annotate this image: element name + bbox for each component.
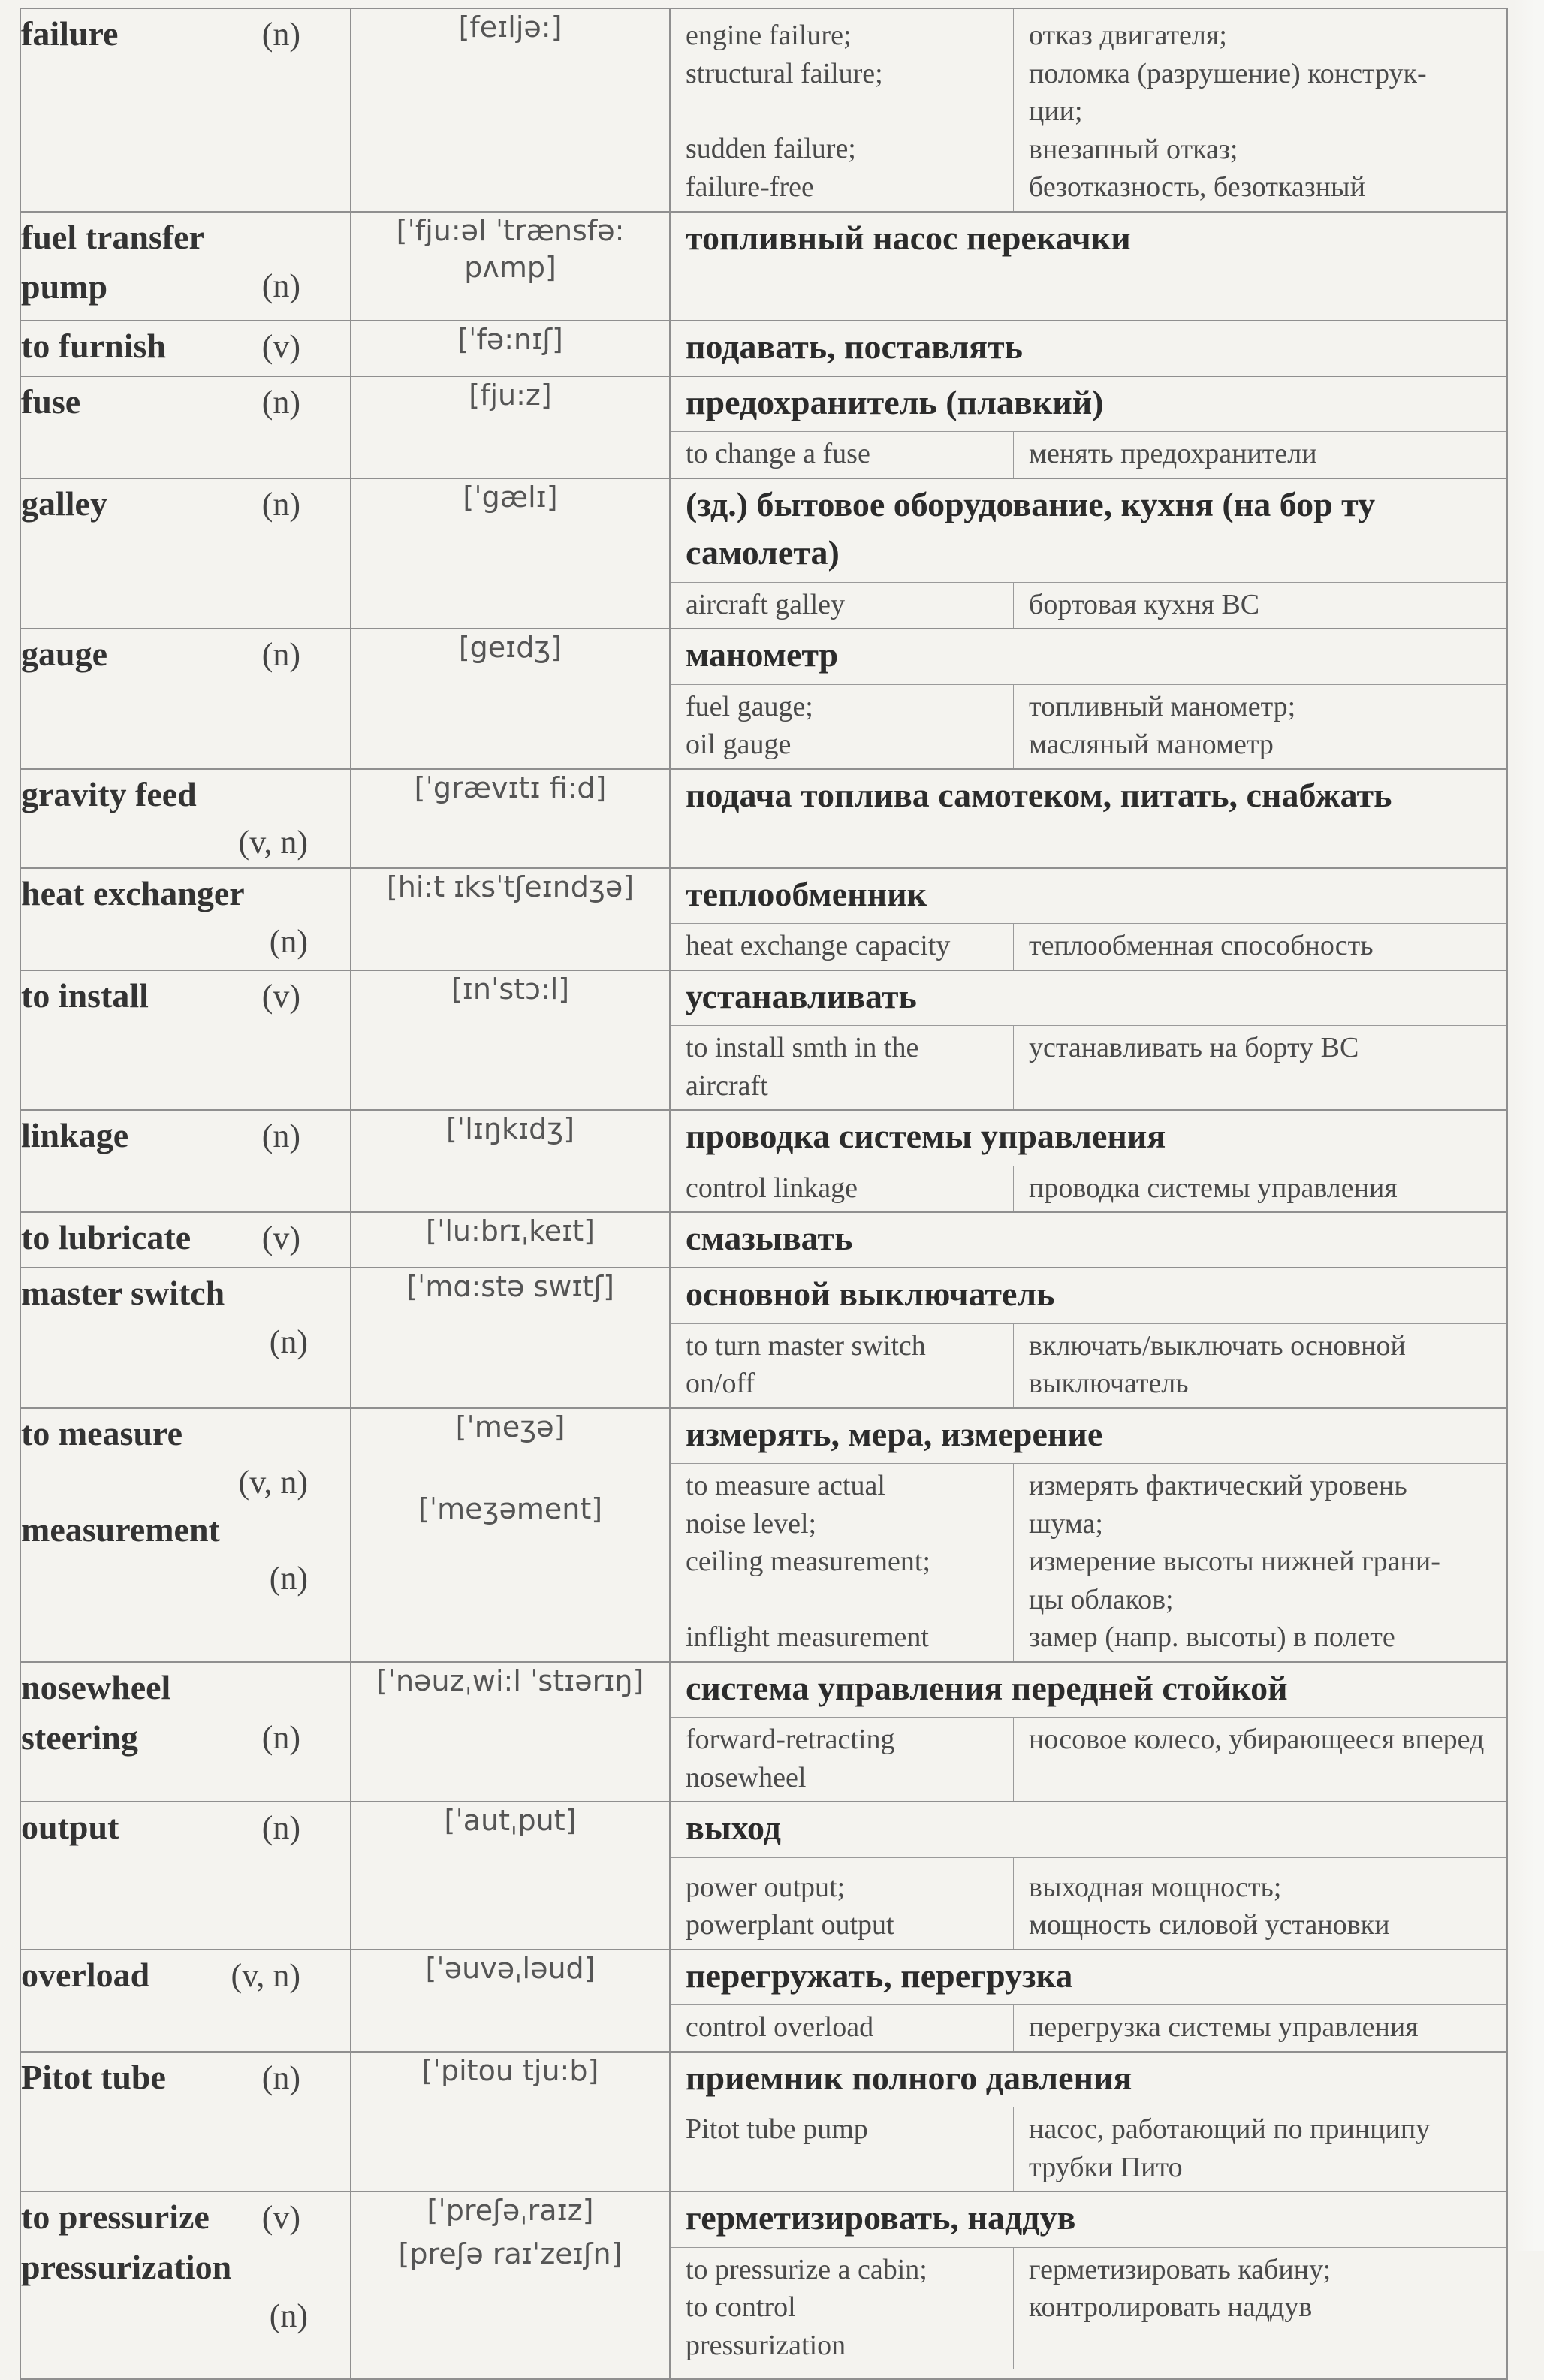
term-word: to measure: [21, 1413, 183, 1452]
usage-example: Pitot tube pump: [671, 2107, 1014, 2191]
transcription-text: [ˈəuvəˌləud]: [425, 1951, 596, 1985]
transcription: [351, 970, 670, 1110]
usage-row: [671, 1026, 1506, 1109]
table-row: [20, 1408, 1507, 1662]
translation-line: поломка (разрушение) конструк-: [1029, 57, 1427, 89]
term-cell: [20, 1212, 351, 1268]
main-translation: теплообменник: [671, 869, 1506, 924]
translation-line: топливный манометр;: [1029, 690, 1296, 722]
usage-translation: бортовая кухня ВС: [1029, 588, 1260, 620]
usage-translation: менять предохранители: [1029, 438, 1317, 470]
usage-translation: [1014, 1324, 1506, 1407]
meaning-cell: [670, 478, 1507, 629]
usage-translation: [1014, 9, 1506, 211]
meaning-cell: [670, 2191, 1507, 2379]
meaning-cell: [670, 1408, 1507, 1662]
term-word: nosewheel: [21, 1667, 171, 1706]
transcription: [351, 1408, 670, 1662]
usage-example: aircraft galley: [671, 583, 1014, 629]
translation-line: включать/выключать основной: [1029, 1329, 1406, 1362]
usage-translation: [1014, 685, 1506, 768]
term-word: to install: [21, 976, 149, 1015]
main-translation: измерять, мера, измерение: [671, 1409, 1506, 1464]
main-translation: проводка системы управления: [671, 1111, 1506, 1166]
usage-example: [671, 1026, 1014, 1109]
meaning-cell: [670, 1662, 1507, 1802]
term-word: galley: [21, 484, 107, 523]
term-cell: [20, 1802, 351, 1949]
meaning-cell: [670, 321, 1507, 376]
translation-line: безотказность, безотказный: [1029, 171, 1365, 204]
vocabulary-table: [20, 8, 1508, 2380]
transcription-text: [ˈnəuzˌwi:l ˈstɪərɪŋ]: [376, 1664, 644, 1697]
transcription: [351, 376, 670, 478]
usage-line: to pressurize a cabin;: [686, 2253, 927, 2285]
table-row: [20, 212, 1507, 321]
usage-example: [671, 1718, 1014, 1801]
transcription: [351, 1110, 670, 1212]
term-word: to lubricate: [21, 1218, 191, 1257]
transcription-text: [hi:t ɪksˈtʃeɪndʒə]: [386, 870, 635, 903]
part-of-speech: (v): [261, 977, 300, 1015]
usage-line: to measure actual: [686, 1470, 885, 1502]
usage-row: [671, 1858, 1506, 1949]
transcription: [351, 2191, 670, 2379]
term-word: master switch: [21, 1274, 225, 1313]
term-word: fuse: [21, 382, 81, 421]
usage-line: pressurization: [686, 2329, 846, 2361]
main-translation: (зд.) бытовое оборудование, кухня (на бор ту самолета): [671, 479, 1506, 583]
term-word: heat exchanger: [21, 873, 245, 912]
usage-line: nosewheel: [686, 1761, 807, 1793]
term-cell: [20, 970, 351, 1110]
transcription-text: [ˈlu:brɪˌkeɪt]: [426, 1214, 595, 1248]
transcription: [351, 629, 670, 768]
term-word: failure: [21, 14, 119, 53]
transcription-text: [ˈpreʃəˌraɪz]: [427, 2194, 594, 2228]
term-cell: [20, 376, 351, 478]
part-of-speech: (n): [269, 923, 308, 961]
meaning-cell: [670, 1212, 1507, 1268]
transcription-text: [ˈlɪŋkɪdʒ]: [445, 1112, 575, 1146]
transcription: [351, 212, 670, 321]
usage-example: [671, 1464, 1014, 1661]
usage-example: to change a fuse: [671, 432, 1014, 478]
part-of-speech: (v, n): [231, 1956, 300, 1994]
usage-translation: проводка системы управления: [1029, 1172, 1398, 1204]
usage-translation: устанавливать на борту ВС: [1029, 1032, 1359, 1064]
part-of-speech: (n): [261, 267, 300, 304]
transcription-text: [ˈmeʒə]: [455, 1410, 565, 1443]
part-of-speech: (n): [261, 2059, 300, 2096]
term-cell: [20, 2191, 351, 2379]
translation-line: измерение высоты нижней грани-: [1029, 1546, 1440, 1578]
usage-line: to turn master switch: [686, 1329, 926, 1362]
translation-line: отказ двигателя;: [1029, 20, 1227, 51]
term-word: overload: [21, 1955, 150, 1994]
term-cell: [20, 478, 351, 629]
usage-line: failure-free: [686, 170, 814, 203]
term-word: to pressurize: [21, 2198, 210, 2237]
usage-line: noise level;: [686, 1507, 817, 1540]
part-of-speech: (v): [261, 327, 300, 365]
usage-row: [671, 9, 1506, 211]
usage-row: [671, 432, 1506, 478]
term-cell: [20, 1110, 351, 1212]
meaning-cell: [670, 212, 1507, 321]
translation-line: внезапный отказ;: [1029, 133, 1238, 165]
main-translation: смазывать: [686, 1219, 853, 1258]
main-translation: подача топлива самотеком, питать, снабжать: [686, 775, 1392, 814]
meaning-cell: [670, 376, 1507, 478]
translation-line: масляный манометр: [1029, 728, 1274, 761]
transcription-text-derived: [preʃə raɪˈzeɪʃn]: [398, 2237, 623, 2270]
usage-row: [671, 924, 1506, 970]
transcription-text: [ˈfju:əl ˈtrænsfə: pʌmp]: [396, 213, 625, 285]
table-row: [20, 1802, 1507, 1949]
part-of-speech: (v): [261, 1220, 300, 1257]
usage-example: [671, 9, 1014, 211]
meaning-cell: [670, 8, 1507, 212]
transcription: [351, 1212, 670, 1268]
term-word-cont: steering: [21, 1718, 138, 1757]
transcription: [351, 1662, 670, 1802]
usage-line: powerplant output: [686, 1909, 894, 1941]
usage-translation: [1014, 1858, 1506, 1949]
meaning-cell: [670, 970, 1507, 1110]
usage-example: [671, 685, 1014, 768]
transcription: [351, 868, 670, 970]
term-cell: [20, 321, 351, 376]
translation-line: ции;: [1029, 95, 1083, 128]
translation-line: герметизировать кабину;: [1029, 2253, 1331, 2285]
term-cell: [20, 1950, 351, 2052]
main-translation: герметизировать, наддув: [671, 2192, 1506, 2247]
term-cell: [20, 8, 351, 212]
main-translation: манометр: [671, 629, 1506, 684]
transcription-text: [ˈgrævɪtɪ fi:d]: [414, 771, 607, 804]
translation-line: контролировать наддув: [1029, 2291, 1313, 2324]
usage-line: to install smth in the: [686, 1032, 919, 1064]
main-translation: подавать, поставлять: [686, 327, 1023, 366]
usage-line: on/off: [686, 1368, 755, 1400]
meaning-cell: [670, 1950, 1507, 2052]
term-word-derived: pressurization: [21, 2247, 232, 2286]
usage-translation: [1014, 2248, 1506, 2369]
transcription: [351, 8, 670, 212]
usage-row: [671, 1166, 1506, 1212]
meaning-cell: [670, 868, 1507, 970]
usage-row: [671, 1324, 1506, 1407]
part-of-speech: (n): [261, 1118, 300, 1155]
transcription-text-derived: [ˈmeʒəment]: [418, 1492, 603, 1526]
part-of-speech: (n): [261, 636, 300, 674]
term-word-derived: measurement: [21, 1510, 220, 1549]
meaning-cell: [670, 2052, 1507, 2191]
transcription-text: [ɪnˈstɔ:l]: [451, 972, 570, 1006]
main-translation: основной выключатель: [671, 1268, 1506, 1323]
usage-line: engine failure;: [686, 20, 852, 51]
usage-translation: [1014, 2107, 1506, 2191]
usage-example: [671, 1324, 1014, 1407]
translation-line: замер (напр. высоты) в полете: [1029, 1621, 1395, 1654]
main-translation: топливный насос перекачки: [686, 218, 1131, 257]
term-word: gravity feed: [21, 774, 197, 813]
part-of-speech: (n): [261, 384, 300, 421]
usage-row: [671, 685, 1506, 768]
usage-line: oil gauge: [686, 728, 792, 761]
usage-line: ceiling measurement;: [686, 1546, 931, 1578]
table-row: [20, 1662, 1507, 1802]
table-row: [20, 868, 1507, 970]
meaning-cell: [670, 1268, 1507, 1407]
transcription: [351, 2052, 670, 2191]
usage-row: [671, 2248, 1506, 2369]
usage-line: sudden failure;: [686, 133, 856, 165]
usage-line: fuel gauge;: [686, 690, 813, 722]
translation-line: измерять фактический уровень: [1029, 1470, 1407, 1502]
transcription-text: [ˈmɑ:stə swɪtʃ]: [406, 1270, 614, 1304]
main-translation: перегружать, перегрузка: [671, 1950, 1506, 2005]
translation-line: насос, работающий по принципу: [1029, 2113, 1431, 2146]
translation-line: трубки Пито: [1029, 2151, 1183, 2183]
table-row: [20, 769, 1507, 868]
usage-example: heat exchange capacity: [671, 924, 1014, 970]
translation-line: выходная мощность;: [1029, 1871, 1282, 1903]
usage-translation: теплообменная способность: [1029, 930, 1374, 962]
table-row: [20, 1212, 1507, 1268]
table-row: [20, 1950, 1507, 2052]
transcription-text: [ˈautˌput]: [444, 1804, 577, 1838]
table-row: [20, 1268, 1507, 1407]
main-translation: приемник полного давления: [671, 2053, 1506, 2107]
table-row: [20, 629, 1507, 768]
term-cell: [20, 1268, 351, 1407]
meaning-cell: [670, 1802, 1507, 1949]
transcription: [351, 1802, 670, 1949]
transcription-text: [ˈpitou tju:b]: [421, 2053, 599, 2087]
page-edge-shade: [1514, 0, 1544, 2251]
term-cell: [20, 2052, 351, 2191]
usage-line: inflight measurement: [686, 1621, 929, 1653]
translation-line: шума;: [1029, 1507, 1103, 1540]
usage-example: [671, 1858, 1014, 1949]
transcription-text: [ˈfə:nɪʃ]: [457, 322, 563, 356]
transcription-text: [feɪljə:]: [458, 11, 562, 44]
usage-example: control overload: [671, 2005, 1014, 2051]
part-of-speech: (n): [261, 16, 300, 53]
part-of-speech: (n): [261, 1809, 300, 1847]
usage-translation: носовое колесо, убирающееся вперед: [1029, 1724, 1485, 1756]
usage-row: [671, 2107, 1506, 2191]
term-word: to furnish: [21, 326, 166, 365]
term-cell: [20, 629, 351, 768]
term-word: fuel transfer: [21, 217, 204, 256]
meaning-cell: [670, 629, 1507, 768]
usage-line: forward-retracting: [686, 1724, 895, 1756]
table-row: [20, 1110, 1507, 1212]
part-of-speech: (n): [269, 1323, 308, 1361]
table-row: [20, 321, 1507, 376]
meaning-cell: [670, 1110, 1507, 1212]
usage-translation: [1014, 1464, 1506, 1661]
term-word-cont: pump: [21, 267, 108, 306]
main-translation: выход: [671, 1802, 1506, 1857]
translation-line: цы облаков;: [1029, 1583, 1174, 1615]
part-of-speech-derived: (n): [269, 2297, 308, 2334]
translation-line: мощность силовой установки: [1029, 1909, 1390, 1941]
meaning-cell: [670, 769, 1507, 868]
term-cell: [20, 1408, 351, 1662]
part-of-speech: (n): [261, 1718, 300, 1756]
transcription: [351, 1268, 670, 1407]
term-word: gauge: [21, 635, 107, 674]
transcription-text: [fju:z]: [469, 379, 552, 412]
usage-row: [671, 2005, 1506, 2051]
term-cell: [20, 769, 351, 868]
transcription-text: [ˈgælɪ]: [463, 480, 558, 514]
usage-example: control linkage: [671, 1166, 1014, 1212]
usage-line: structural failure;: [686, 57, 883, 89]
part-of-speech: (v, n): [238, 824, 308, 861]
usage-line: aircraft: [686, 1069, 768, 1102]
usage-row: [671, 1718, 1506, 1801]
usage-translation: перегрузка системы управления: [1029, 2011, 1419, 2044]
main-translation: устанавливать: [671, 971, 1506, 1026]
transcription: [351, 1950, 670, 2052]
table-row: [20, 970, 1507, 1110]
part-of-speech: (v): [261, 2199, 300, 2237]
transcription-text: [geɪdʒ]: [458, 631, 562, 665]
table-row: [20, 478, 1507, 629]
usage-line: to control: [686, 2291, 796, 2324]
usage-row: [671, 583, 1506, 629]
term-word: output: [21, 1808, 119, 1847]
term-word: linkage: [21, 1116, 129, 1155]
usage-example: [671, 2248, 1014, 2369]
table-row: [20, 8, 1507, 212]
table-row: [20, 2191, 1507, 2379]
part-of-speech: (v, n): [238, 1463, 308, 1501]
main-translation: предохранитель (плавкий): [671, 377, 1506, 432]
translation-line: выключатель: [1029, 1368, 1189, 1400]
term-cell: [20, 868, 351, 970]
transcription: [351, 321, 670, 376]
table-row: [20, 376, 1507, 478]
transcription: [351, 478, 670, 629]
part-of-speech-derived: (n): [269, 1559, 308, 1597]
usage-row: [671, 1464, 1506, 1661]
main-translation: система управления передней стойкой: [671, 1663, 1506, 1718]
usage-line: power output;: [686, 1871, 846, 1903]
part-of-speech: (n): [261, 485, 300, 523]
term-word: Pitot tube: [21, 2057, 166, 2096]
table-row: [20, 2052, 1507, 2191]
transcription: [351, 769, 670, 868]
term-cell: [20, 1662, 351, 1802]
term-cell: [20, 212, 351, 321]
